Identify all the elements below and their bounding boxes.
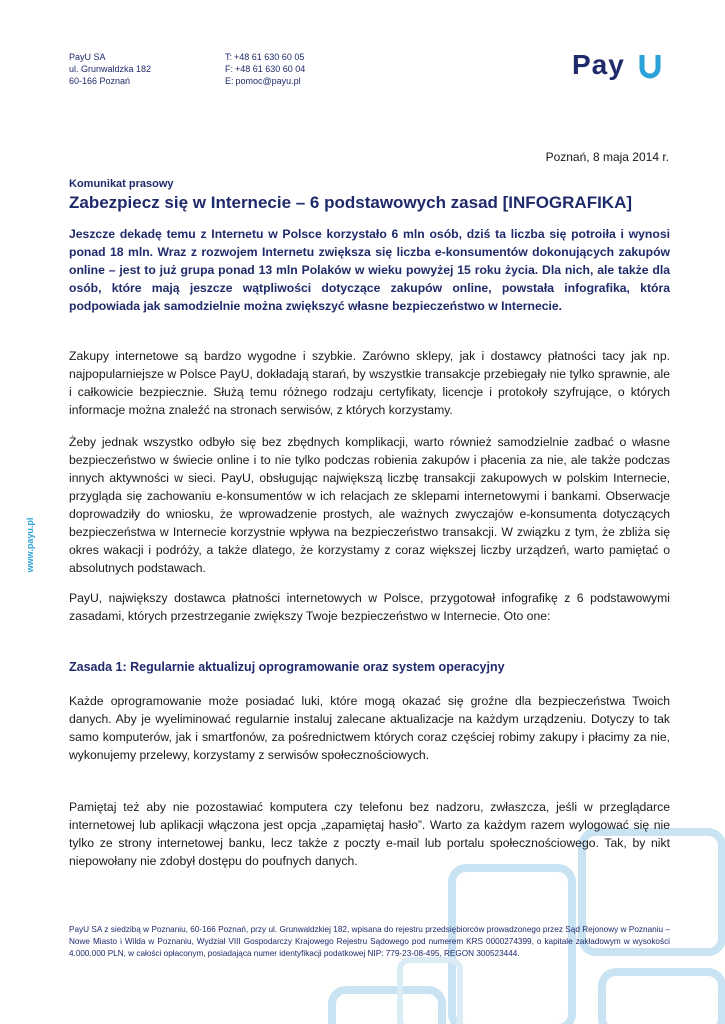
address-line: PayU SA (69, 52, 106, 62)
section-heading: Zasada 1: Regularnie aktualizuj oprogramowanie oraz system operacyjny (69, 660, 505, 674)
document-kicker: Komunikat prasowy (69, 178, 174, 190)
contact-key: E: (225, 76, 234, 86)
lead-paragraph: Jeszcze dekadę temu z Internetu w Polsce korzystało 6 mln osób, dziś ta liczba się potroiła i wynosi ponad 18 mln. Wraz z rozwojem Internetu zwiększa się liczba e-konsumentów dokonujących zakupów online – jest to już grupa ponad 13 mln Polaków w wieku powyżej 15 roku życia. Dla nich, ale także dla osób, które mają jeszcze wątpliwości dotyczące zakupów online, powstała infografika, która podpowiada jak samodzielnie można zwiększyć własne bezpieczeństwo w Internecie. (69, 227, 670, 313)
body-paragraph: Zakupy internetowe są bardzo wygodne i szybkie. Zarówno sklepy, jak i dostawcy płatności tacy jak np. najpopularniejsze w Polsce PayU, dokładają starań, by wszystkie transakcje przebiegały nie tylko sprawnie, ale i całkowicie bezpiecznie. Służą temu różnego rodzaju certyfikaty, licencje i protokoły szyfrujące, o których informacje można znaleźć na stronach serwisów, z których korzystamy. (69, 349, 670, 417)
contact-key: F: (225, 64, 233, 74)
body-paragraph: PayU, największy dostawca płatności internetowych w Polsce, przygotował infografikę z 6 podstawowymi zasadami, których przestrzeganie zwiększy Twoje bezpieczeństwo w Internecie. Oto one: (69, 591, 670, 623)
document-title: Zabezpiecz się w Internecie – 6 podstawowych zasad [INFOGRAFIKA] (69, 193, 633, 212)
contact-key: T: (225, 52, 233, 62)
side-website-url[interactable]: www.payu.pl (25, 517, 35, 573)
contact-email[interactable] (225, 75, 305, 87)
contact-value[interactable]: pomoc@payu.pl (235, 76, 301, 86)
company-contact (225, 51, 305, 87)
contact-value: +48 61 630 60 05 (234, 52, 305, 62)
section-paragraph: Każde oprogramowanie może posiadać luki, które mogą okazać się groźne dla bezpieczeństwa Twoich danych. Aby je wyeliminować regularnie instaluj zalecane aktualizacje na każdym urządzeniu. Dotyczy to tak samo komputerów, jak i smartfonów, za pośrednictwem których coraz częściej robimy zakupy i płacimy za nie, wykonujemy przelewy, korzystamy z serwisów społecznościowych. (69, 694, 670, 762)
legal-footer: PayU SA z siedzibą w Poznaniu, 60-166 Poznań, przy ul. Grunwaldzkiej 182, wpisana do rejestru przedsiębiorców prowadzonego przez Sąd Rejonowy w Poznaniu – Nowe Miasto i Wilda w Poznaniu, Wydział VIII Gospodarczy Krajowego Rejestru Sądowego pod numerem KRS 0000274399, o kapitale zakładowym w wysokości 4.000.000 PLN, w całości opłaconym, posiadająca numer identyfikacji podatkowej NIP: 779-23-08-495, REGON 300523444. (69, 925, 670, 958)
contact-fax (225, 63, 305, 75)
contact-value: +48 61 630 60 04 (235, 64, 306, 74)
body-paragraph: Żeby jednak wszystko odbyło się bez zbędnych komplikacji, warto również samodzielnie zadbać o własne bezpieczeństwo w świecie online i to nie tylko podczas robienia zakupów i płacenia za nie, ale także podczas innych aktywności w sieci. PayU, obsługując największą liczbę transakcji zakupowych w polskim Internecie, przygląda się zachowaniu e-konsumentów w ich relacjach ze sklepami internetowymi i bankami. Obserwacje doprowadziły do wniosku, że wprowadzenie prostych, ale ważnych zwyczajów e-konsumenta dotyczących bezpieczeństwa w Internecie korzystnie wpływa na bezpieczeństwo transakcji. W związku z tym, że zbliża się okres wakacji i podróży, a także dlatego, że korzystamy z coraz większej liczby urządzeń, warto pamiętać o absolutnych podstawach. (69, 435, 670, 575)
address-line: 60-166 Poznań (69, 76, 131, 86)
section-paragraph: Pamiętaj też aby nie pozostawiać komputera czy telefonu bez nadzoru, zwłaszcza, jeśli w przeglądarce internetowej lub aplikacji włączona jest opcja „zapamiętaj hasło”. Warto za każdym razem wylogować się nie tylko ze strony internetowej banku, lecz także z poczty e-mail lub portalu społecznościowego. Tak, by nikt niepowołany nie zdobył dostępu do poufnych danych. (69, 800, 670, 868)
address-line: ul. Grunwaldzka 182 (69, 64, 152, 74)
company-address (69, 51, 151, 87)
contact-phone (225, 51, 305, 63)
document-date: Poznań, 8 maja 2014 r. (545, 150, 669, 164)
payu-logo (572, 50, 672, 80)
svg-text:Pay: Pay (572, 50, 625, 80)
